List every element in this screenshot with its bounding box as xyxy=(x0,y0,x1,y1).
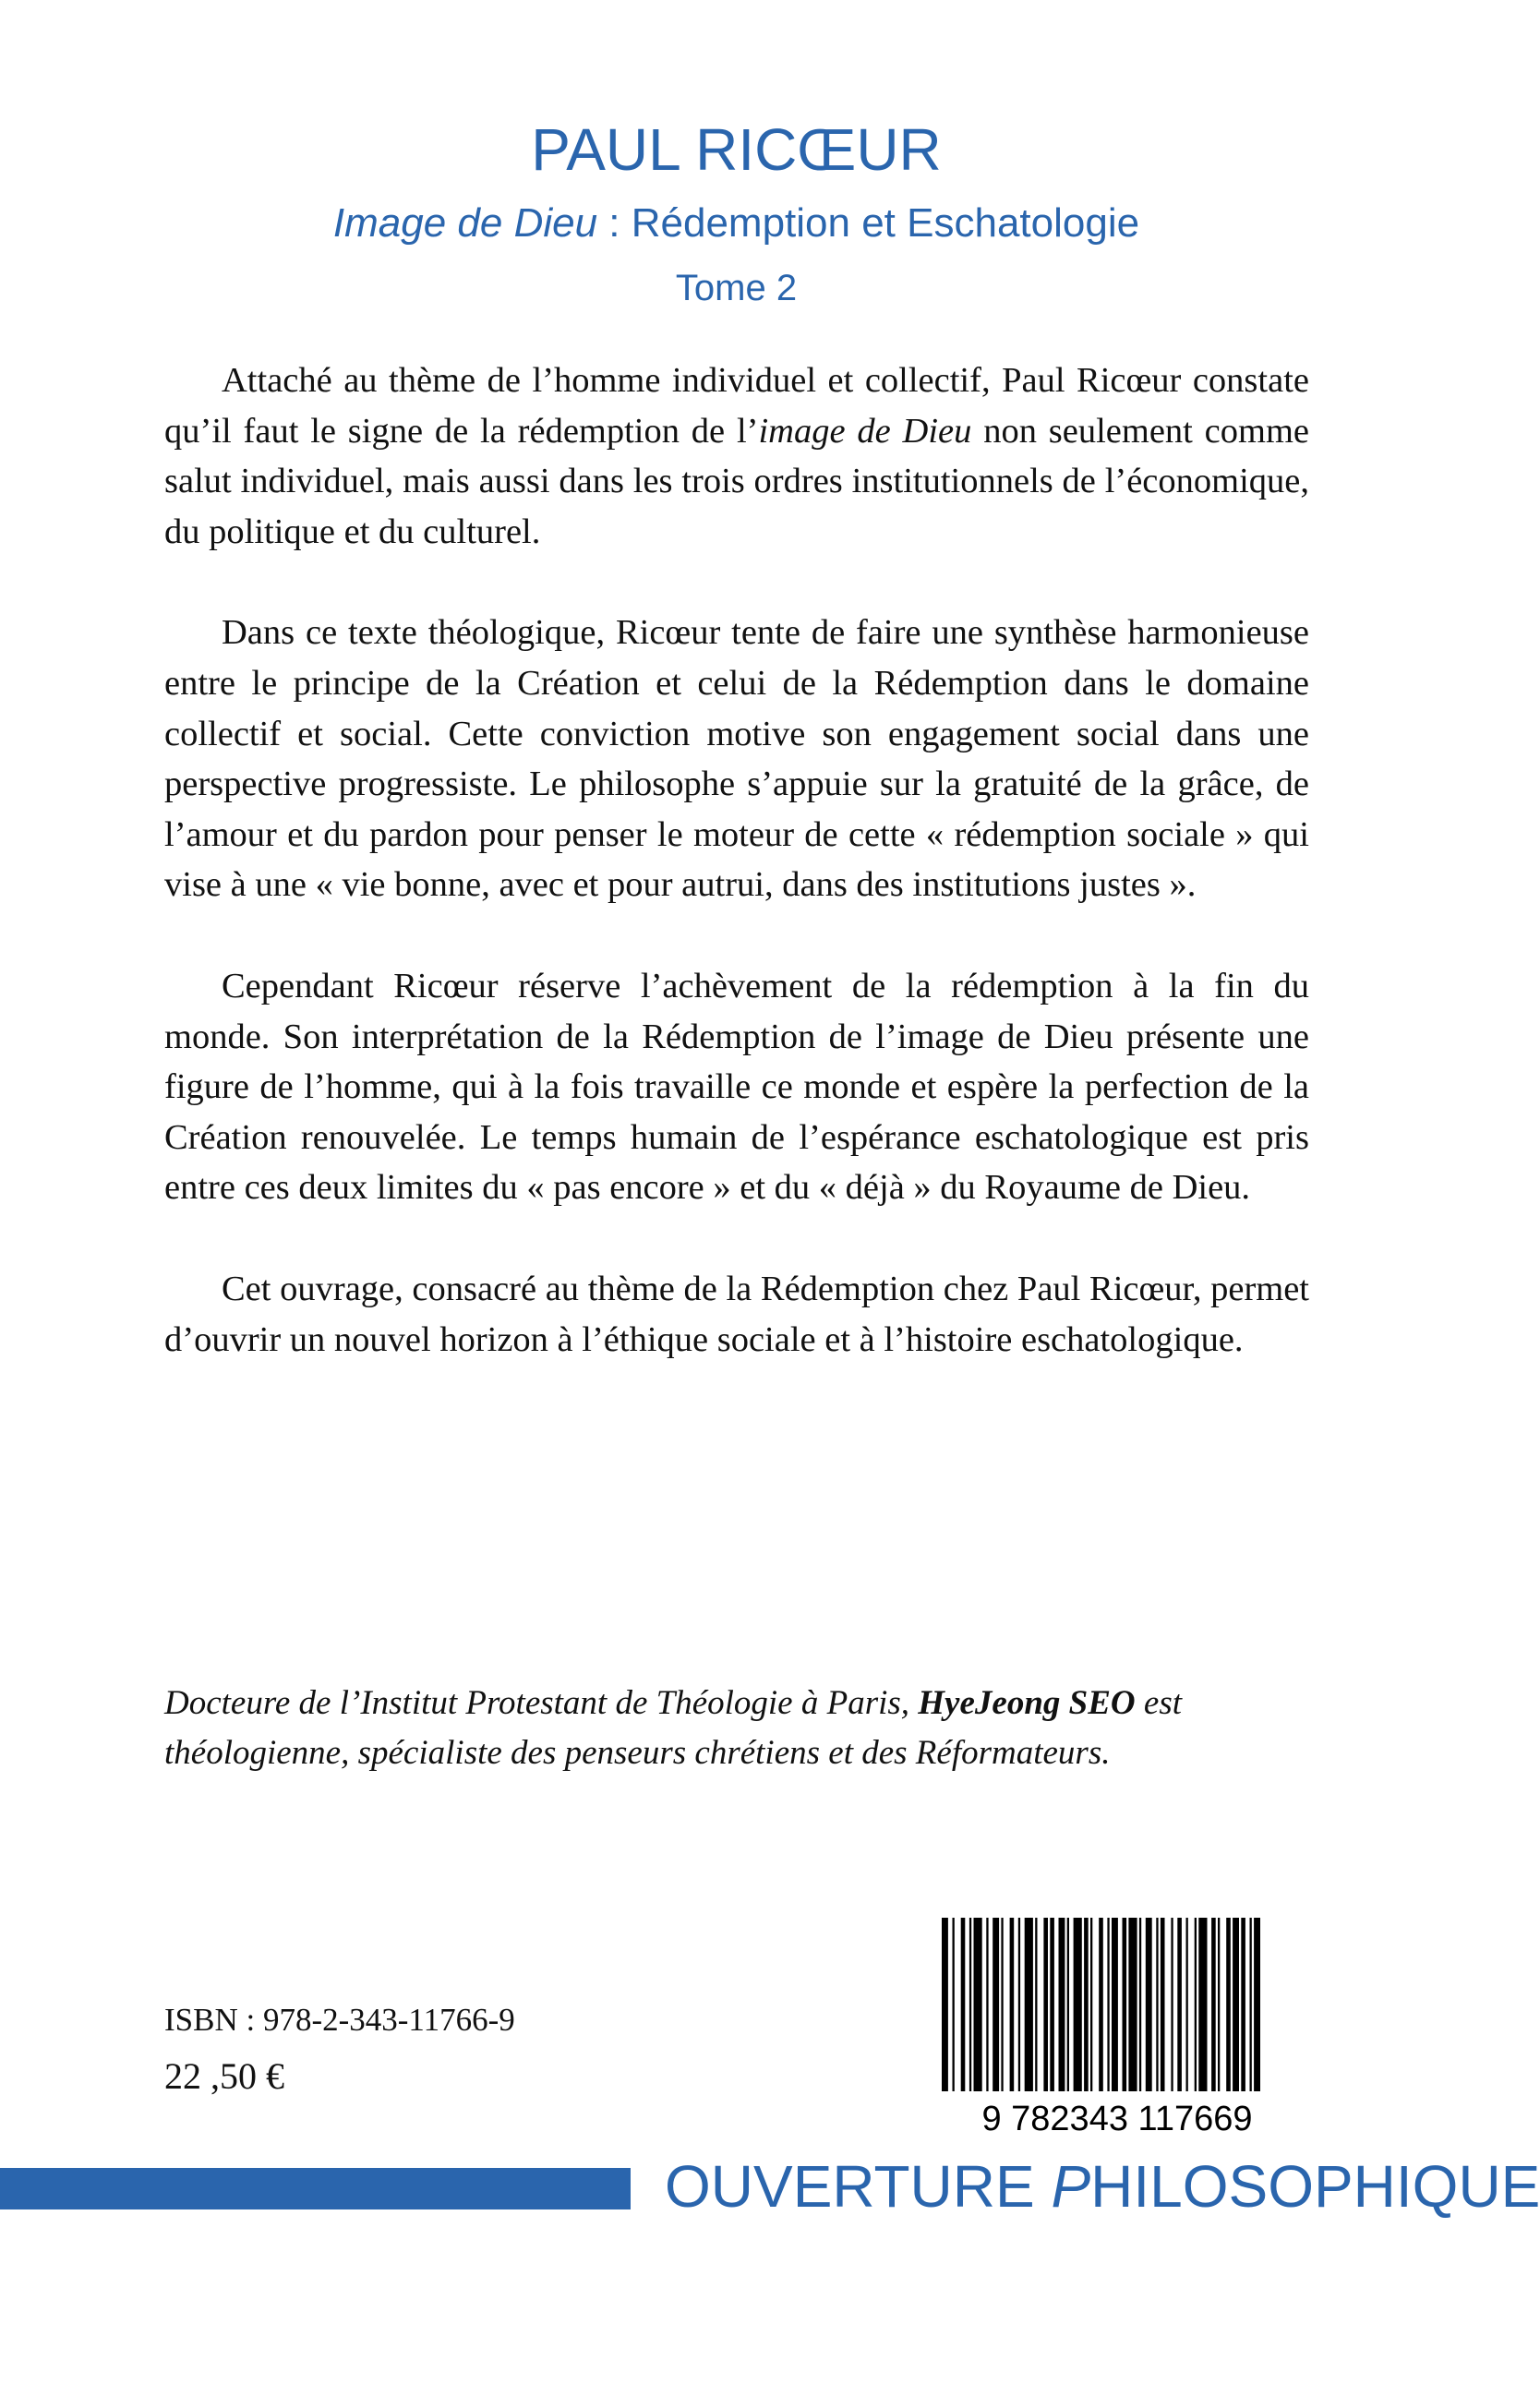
barcode-bar xyxy=(1233,1918,1239,2091)
barcode-bar xyxy=(1156,1918,1158,2091)
barcode-digits: 9 782343 117669 xyxy=(981,2100,1253,2138)
barcode-bar xyxy=(1025,1918,1033,2091)
barcode-bar xyxy=(1186,1918,1188,2091)
barcode-bar xyxy=(953,1918,955,2091)
p1-text-b: non seulement comme salut individuel, mais aussi dans les trois ordres institutionnels de l’économique, du politique et du culturel. xyxy=(164,411,1310,551)
barcode-bar xyxy=(1050,1918,1054,2091)
blurb-paragraph-4: Cet ouvrage, consacré au thème de la Rédemption chez Paul Ricœur, permet d’ouvrir un nouvel horizon à l’éthique sociale et à l’histoire eschatologique. xyxy=(164,1269,1309,1359)
barcode-bar xyxy=(1107,1918,1109,2091)
barcode-bar xyxy=(1218,1918,1220,2091)
barcode-bar xyxy=(974,1918,982,2091)
price-label: 22 ,50 € xyxy=(164,2055,284,2097)
barcode-bar xyxy=(1211,1918,1216,2091)
barcode-bar xyxy=(1001,1918,1003,2091)
barcode-bar xyxy=(993,1918,999,2091)
series-name xyxy=(665,2153,1540,2220)
blurb-paragraph-1 xyxy=(164,355,1309,557)
barcode-bar xyxy=(1226,1918,1231,2091)
book-subtitle xyxy=(0,200,1473,246)
subtitle-rest: : Rédemption et Eschatologie xyxy=(597,200,1140,246)
barcode-bar xyxy=(1250,1918,1252,2091)
series-part3: HILOSOPHIQUE xyxy=(1090,2153,1540,2220)
barcode-bar xyxy=(969,1918,971,2091)
barcode-bar xyxy=(1035,1918,1037,2091)
isbn-label: ISBN : 978-2-343-11766-9 xyxy=(164,2002,515,2038)
back-cover-blurb xyxy=(164,355,1309,1415)
blurb-paragraph-2: Dans ce texte théologique, Ricœur tente de faire une synthèse harmonieuse entre le principe de la Création et celui de la Rédemption dans le domaine collectif et social. Cette conviction motive son engagement social dans une perspective progressiste. Le philosophe s’appuie sur la gratuité de la grâce, de l’amour et du pardon pour penser le moteur de cette « rédemption sociale » qui vise à une « vie bonne, avec et pour autrui, dans des institutions justes ». xyxy=(164,613,1309,905)
barcode-bar xyxy=(1059,1918,1065,2091)
barcode-bar xyxy=(1067,1918,1069,2091)
cover-header xyxy=(0,116,1473,308)
barcode-bar xyxy=(1112,1918,1118,2091)
barcode-bar xyxy=(1090,1918,1092,2091)
barcode-bar xyxy=(1010,1918,1015,2091)
barcode-bar xyxy=(1043,1918,1048,2091)
barcode-bar xyxy=(1084,1918,1089,2091)
p1-text-a: Attaché au thème de l’homme individuel et collectif, Paul Ricœur constate qu’il faut le signe de la rédemption de l’ xyxy=(164,361,1309,451)
barcode-bar xyxy=(1254,1918,1260,2091)
barcode-bar xyxy=(986,1918,988,2091)
series-italic-letter: P xyxy=(1051,2153,1091,2220)
blurb-paragraph-3: Cependant Ricœur réserve l’achèvement de la rédemption à la fin du monde. Son interprétation de la Rédemption de l’image de Dieu présente une figure de l’homme, qui à la fois travaille ce monde et espère la perfection de la Création renouvelée. Le temps humain de l’espérance eschatologique est pris entre ces deux limites du « pas encore » et du « déjà » du Royaume de Dieu. xyxy=(164,966,1309,1208)
series-color-bar xyxy=(0,2168,631,2209)
barcode-bar xyxy=(942,1918,948,2091)
volume-label: Tome 2 xyxy=(675,268,798,308)
barcode-bar xyxy=(1074,1918,1082,2091)
p1-italic: image de Dieu xyxy=(758,411,972,451)
bio-before: Docteure de l’Institut Protestant de Théologie à Paris, xyxy=(164,1684,919,1722)
barcode xyxy=(934,1918,1300,2137)
barcode-bar xyxy=(1161,1918,1165,2091)
barcode-bar xyxy=(1171,1918,1173,2091)
barcode-bar xyxy=(1123,1918,1127,2091)
subtitle-italic: Image de Dieu xyxy=(332,200,598,246)
series-part1: OUVERTURE xyxy=(665,2153,1052,2220)
book-author-title: PAUL RICŒUR xyxy=(531,116,942,183)
barcode-bar xyxy=(1139,1918,1141,2091)
barcode-bar xyxy=(1177,1918,1182,2091)
barcode-bar xyxy=(1241,1918,1245,2091)
author-bio xyxy=(164,1679,1309,1778)
barcode-bar xyxy=(1099,1918,1103,2091)
bio-author-name: HyeJeong SEO xyxy=(918,1684,1136,1722)
barcode-bar xyxy=(1195,1918,1197,2091)
bio-after: est théologienne, spécialiste des penseurs chrétiens et des Réformateurs. xyxy=(164,1684,1182,1772)
barcode-bar xyxy=(1128,1918,1137,2091)
barcode-bar xyxy=(961,1918,966,2091)
barcode-bar xyxy=(1146,1918,1152,2091)
barcode-bar xyxy=(1198,1918,1207,2091)
barcode-bar xyxy=(1018,1918,1020,2091)
